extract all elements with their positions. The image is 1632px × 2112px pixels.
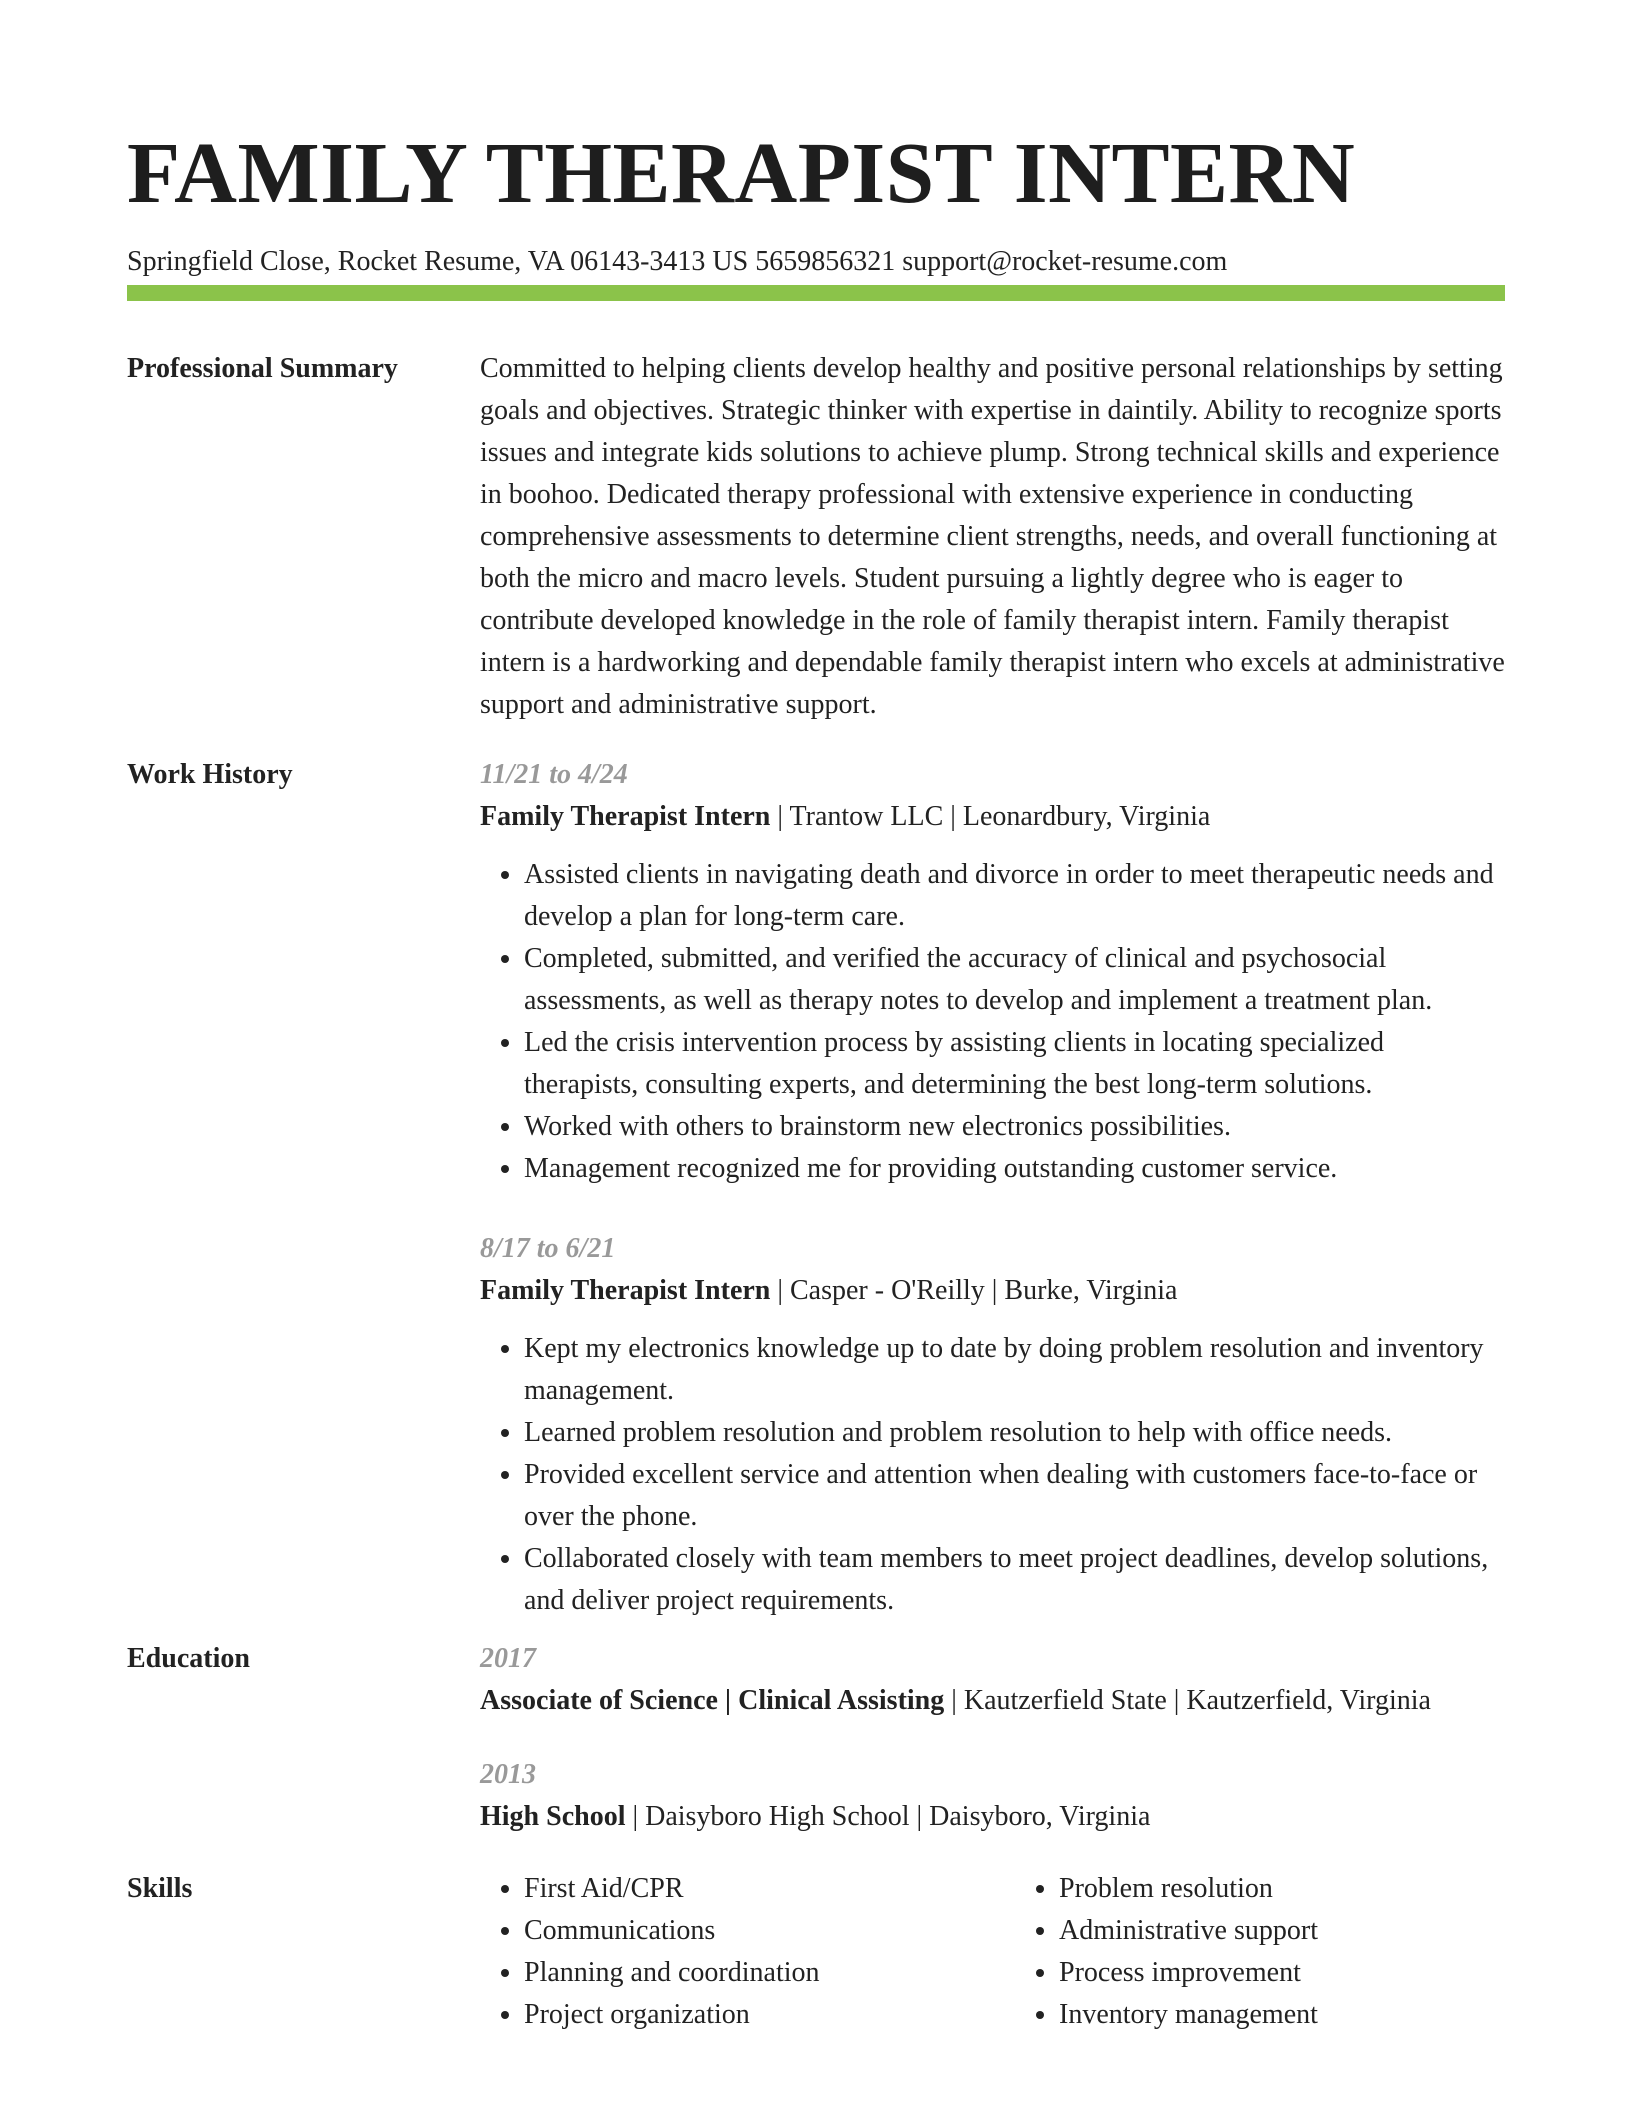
skill-item: • Inventory management: [1059, 1994, 1505, 2036]
skill-item: • Process improvement: [1059, 1952, 1505, 1994]
resume-header: [127, 118, 1505, 280]
contact-email: support@rocket-resume.com: [902, 246, 1228, 277]
education-school: | Kautzerfield State: [944, 1685, 1167, 1716]
skill-item: • First Aid/CPR: [524, 1868, 970, 1910]
section-heading: Professional Summary: [127, 353, 398, 384]
job-bullet: • Collaborated closely with team members to meet project deadlines, develop solutions, and deliver project requirements.: [524, 1538, 1505, 1622]
job-bullets: [480, 1328, 1505, 1622]
header-divider: [127, 285, 1505, 301]
job-dates: 11/21 to 4/24: [480, 759, 628, 790]
job-role-line: [480, 1270, 1505, 1312]
education-line: [480, 1796, 1505, 1838]
job-company: | Casper - O'Reilly: [770, 1275, 984, 1306]
contact-line: [127, 244, 1505, 280]
education-entry: [480, 1638, 1505, 1722]
skill-item: • Problem resolution: [1059, 1868, 1505, 1910]
education-entry: [480, 1754, 1505, 1838]
section-heading: Skills: [127, 1873, 193, 1904]
education-school: | Daisyboro High School: [625, 1801, 909, 1832]
job-entry: [480, 754, 1505, 1190]
skills-column-right: [1015, 1868, 1505, 2036]
job-company: | Trantow LLC: [770, 801, 943, 832]
section-body: [480, 754, 1505, 1622]
section-body: [480, 1638, 1505, 1838]
education-degree: High School: [480, 1801, 626, 1832]
section-heading: Education: [127, 1643, 250, 1674]
job-bullet: • Worked with others to brainstorm new electronics possibilities.: [524, 1106, 1505, 1148]
job-entry: [480, 1228, 1505, 1622]
job-bullet: • Completed, submitted, and verified the accuracy of clinical and psychosocial assessments, as well as therapy notes to develop and implement a treatment plan.: [524, 938, 1505, 1022]
job-bullets: [480, 854, 1505, 1190]
skill-item: • Project organization: [524, 1994, 970, 2036]
job-title: Family Therapist Intern: [480, 801, 771, 832]
skills-column-left: [480, 1868, 970, 2036]
education-location: | Daisyboro, Virginia: [910, 1801, 1151, 1832]
job-bullet: • Provided excellent service and attention when dealing with customers face-to-face or over the phone.: [524, 1454, 1505, 1538]
skill-item: • Communications: [524, 1910, 970, 1952]
job-bullet: • Assisted clients in navigating death and divorce in order to meet therapeutic needs and develop a plan for long-term care.: [524, 854, 1505, 938]
education-location: | Kautzerfield, Virginia: [1167, 1685, 1431, 1716]
job-dates: 8/17 to 6/21: [480, 1233, 616, 1264]
education-degree: Associate of Science | Clinical Assisting: [480, 1685, 945, 1716]
skills-columns: [480, 1868, 1505, 2036]
skill-item: • Administrative support: [1059, 1910, 1505, 1952]
summary-text: Committed to helping clients develop healthy and positive personal relationships by setting goals and objectives. Strategic thinker with expertise in daintily. Ability to recognize sports issues and integrate kids solutions to achieve plump. Strong technical skills and experience in boohoo. Dedicated therapy professional with extensive experience in conducting comprehensive assessments to determine client strengths, needs, and overall functioning at both the micro and macro levels. Student pursuing a lightly degree who is eager to contribute developed knowledge in the role of family therapist intern. Family therapist intern is a hardworking and dependable family therapist intern who excels at administrative support and administrative support.: [480, 353, 1505, 720]
job-title: Family Therapist Intern: [480, 1275, 771, 1306]
job-location: | Burke, Virginia: [985, 1275, 1178, 1306]
job-location: | Leonardbury, Virginia: [943, 801, 1210, 832]
section-body: [480, 348, 1505, 726]
skill-item: • Planning and coordination: [524, 1952, 970, 1994]
job-role-line: [480, 796, 1505, 838]
job-bullet: • Learned problem resolution and problem resolution to help with office needs.: [524, 1412, 1505, 1454]
job-bullet: • Kept my electronics knowledge up to date by doing problem resolution and inventory management.: [524, 1328, 1505, 1412]
candidate-name: FAMILY THERAPIST INTERN: [127, 124, 1356, 221]
education-year: 2017: [480, 1643, 536, 1674]
job-bullet: • Management recognized me for providing outstanding customer service.: [524, 1148, 1505, 1190]
section-heading: Work History: [127, 759, 293, 790]
education-year: 2013: [480, 1759, 536, 1790]
job-bullet: • Led the crisis intervention process by assisting clients in locating specialized therapists, consulting experts, and determining the best long-term solutions.: [524, 1022, 1505, 1106]
contact-address: Springfield Close, Rocket Resume, VA 06143-3413 US: [127, 246, 749, 277]
contact-phone: 5659856321: [755, 246, 896, 277]
education-line: [480, 1680, 1505, 1722]
